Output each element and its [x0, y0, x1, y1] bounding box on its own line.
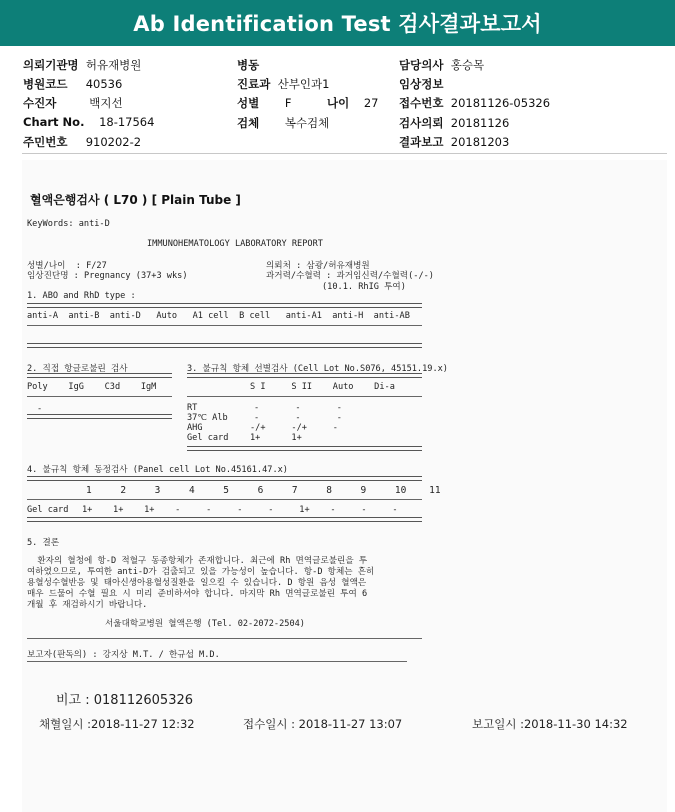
info-chart-no [23, 115, 154, 129]
double-rule [27, 373, 172, 378]
sample-time: 채혈일시 :2018-11-27 12:32 [39, 717, 195, 731]
conclusion-line: 여하였으므로, 투여한 anti-D가 검출되고 있을 가능성이 높습니다. 항-D 항체는 흔히 [27, 567, 375, 577]
label: 병동 [237, 58, 260, 72]
value: 복수검체 [284, 116, 330, 130]
rule [27, 661, 407, 662]
history: 과거력/수혈력 : 과거임신력/수혈력(-/-) [266, 271, 434, 281]
note: 비고 : 018112605326 [56, 693, 194, 708]
conclusion-line: 용혈성수혈반응 및 태아신생아용혈성질환을 일으킬 수 있습니다. D 항원 음성 혈액은 [27, 578, 367, 588]
value: 허유재병원 [85, 58, 142, 72]
value: F [284, 96, 292, 110]
panel-cell-numbers: 1 2 3 4 5 6 7 8 9 10 11 [86, 485, 441, 496]
label: 접수번호 [399, 96, 444, 110]
value: 20181126-05326 [450, 96, 551, 110]
label: 주민번호 [23, 135, 68, 149]
label: 수진자 [23, 96, 57, 110]
rule [27, 638, 422, 639]
value: 백지선 [89, 96, 123, 110]
value: 910202-2 [85, 135, 142, 149]
section-screen-title: 3. 불규칙 항체 선별검사 (Cell Lot No.S076, 45151.19.x) [187, 364, 448, 374]
info-doctor [399, 57, 484, 73]
value: 홍승목 [450, 58, 485, 72]
conclusion-line: 매우 드물어 수혈 필요 시 미리 준비하셔야 합니다. 마지막 Rh 면역글로불린 투여 6 [27, 589, 368, 599]
report-time: 보고일시 :2018-11-30 14:32 [472, 717, 628, 731]
info-sex [237, 95, 291, 111]
info-resident-no [23, 134, 141, 150]
info-request-date [399, 115, 509, 131]
label: 검사의뢰 [399, 116, 444, 130]
info-specimen [237, 115, 329, 131]
value: 40536 [85, 77, 123, 91]
screen-row-values: 1+ 1+ [250, 433, 302, 443]
rule [27, 396, 172, 397]
info-receipt-no [399, 95, 550, 111]
label: 검체 [237, 116, 260, 130]
double-rule [27, 414, 172, 419]
screen-row-label: RT [187, 403, 198, 413]
section-conclusion-title: 5. 결론 [27, 538, 60, 548]
rule [27, 325, 422, 326]
screen-headers: S I S II Auto Di-a [250, 382, 395, 392]
rule [187, 396, 422, 397]
requester: 의뢰처 : 삼광/허유재병원 [266, 261, 370, 271]
diagnosis: 임상진단명 : Pregnancy (37+3 wks) [27, 271, 188, 281]
report-title: Ab Identification Test 검사결과보고서 [133, 12, 542, 36]
double-rule [27, 476, 422, 481]
label: 임상정보 [399, 77, 444, 91]
value: 27 [363, 96, 379, 110]
sex-age: 성별/나이 : F/27 [27, 261, 107, 271]
info-hospital-name [23, 57, 141, 73]
keywords: KeyWords: anti-D [27, 219, 110, 229]
screen-row-label: AHG [187, 423, 203, 433]
screen-row-values: - - - [254, 403, 342, 413]
section-abo-title: 1. ABO and RhD type : [27, 291, 136, 301]
double-rule [187, 446, 422, 451]
double-rule [187, 373, 422, 378]
info-age [327, 95, 378, 111]
section-dat-title: 2. 직접 항글로불린 검사 [27, 364, 128, 374]
lab-report-heading: IMMUNOHEMATOLOGY LABORATORY REPORT [147, 239, 323, 249]
screen-row-values: - - - [254, 413, 342, 423]
conclusion-line: 환자의 혈청에 항-D 적혈구 동종항체가 존재합니다. 최근에 Rh 면역글로불린을 투 [27, 556, 368, 566]
label: 담당의사 [399, 58, 444, 72]
label: 병원코드 [23, 77, 68, 91]
double-rule [27, 303, 422, 308]
label: 결과보고 [399, 135, 444, 149]
dat-value: - [37, 404, 43, 414]
screen-row-values: -/+ -/+ - [250, 423, 338, 433]
label: 의뢰기관명 [23, 58, 79, 72]
value: 20181126 [450, 116, 510, 130]
dat-headers: Poly IgG C3d IgM [27, 382, 157, 392]
label: Chart No. [23, 115, 85, 129]
report-header [0, 0, 675, 46]
reporter-line: 보고자(판독의) : 강지상 M.T. / 한규섭 M.D. [27, 650, 220, 660]
hospital-line: 서울대학교병원 혈액은행 (Tel. 02-2072-2504) [105, 619, 305, 629]
scan-title: 혈액은행검사 ( L70 ) [ Plain Tube ] [30, 193, 241, 207]
value: 20181203 [450, 135, 510, 149]
panel-row-values: 1+ 1+ 1+ - - - - 1+ - - - [82, 505, 398, 515]
label: 성별 [237, 96, 260, 110]
info-report-date [399, 134, 509, 150]
label: 진료과 [237, 77, 271, 91]
conclusion-line: 개월 후 재검하시기 바랍니다. [27, 600, 148, 610]
section-panel-title: 4. 불규칙 항체 동정검사 (Panel cell Lot No.45161.47.x) [27, 465, 288, 475]
info-hospital-code [23, 76, 122, 92]
info-ward [237, 57, 259, 73]
info-department [237, 76, 329, 92]
double-rule [27, 517, 422, 522]
rule [27, 499, 422, 500]
value: 산부인과1 [277, 77, 330, 91]
screen-row-label: Gel card [187, 433, 229, 443]
history-note: (10.1. RhIG 투여) [322, 282, 406, 292]
abo-headers: anti-A anti-B anti-D Auto A1 cell B cell anti-A1 anti-H anti-AB [27, 311, 410, 321]
panel-row-label: Gel card [27, 505, 69, 515]
label: 나이 [327, 96, 350, 110]
value: 18-17564 [99, 115, 155, 129]
info-patient [23, 95, 123, 111]
divider [22, 153, 667, 154]
info-clinical [399, 76, 443, 92]
screen-row-label: 37℃ Alb [187, 413, 228, 423]
receipt-time: 접수일시 : 2018-11-27 13:07 [243, 717, 403, 731]
double-rule [27, 343, 422, 348]
